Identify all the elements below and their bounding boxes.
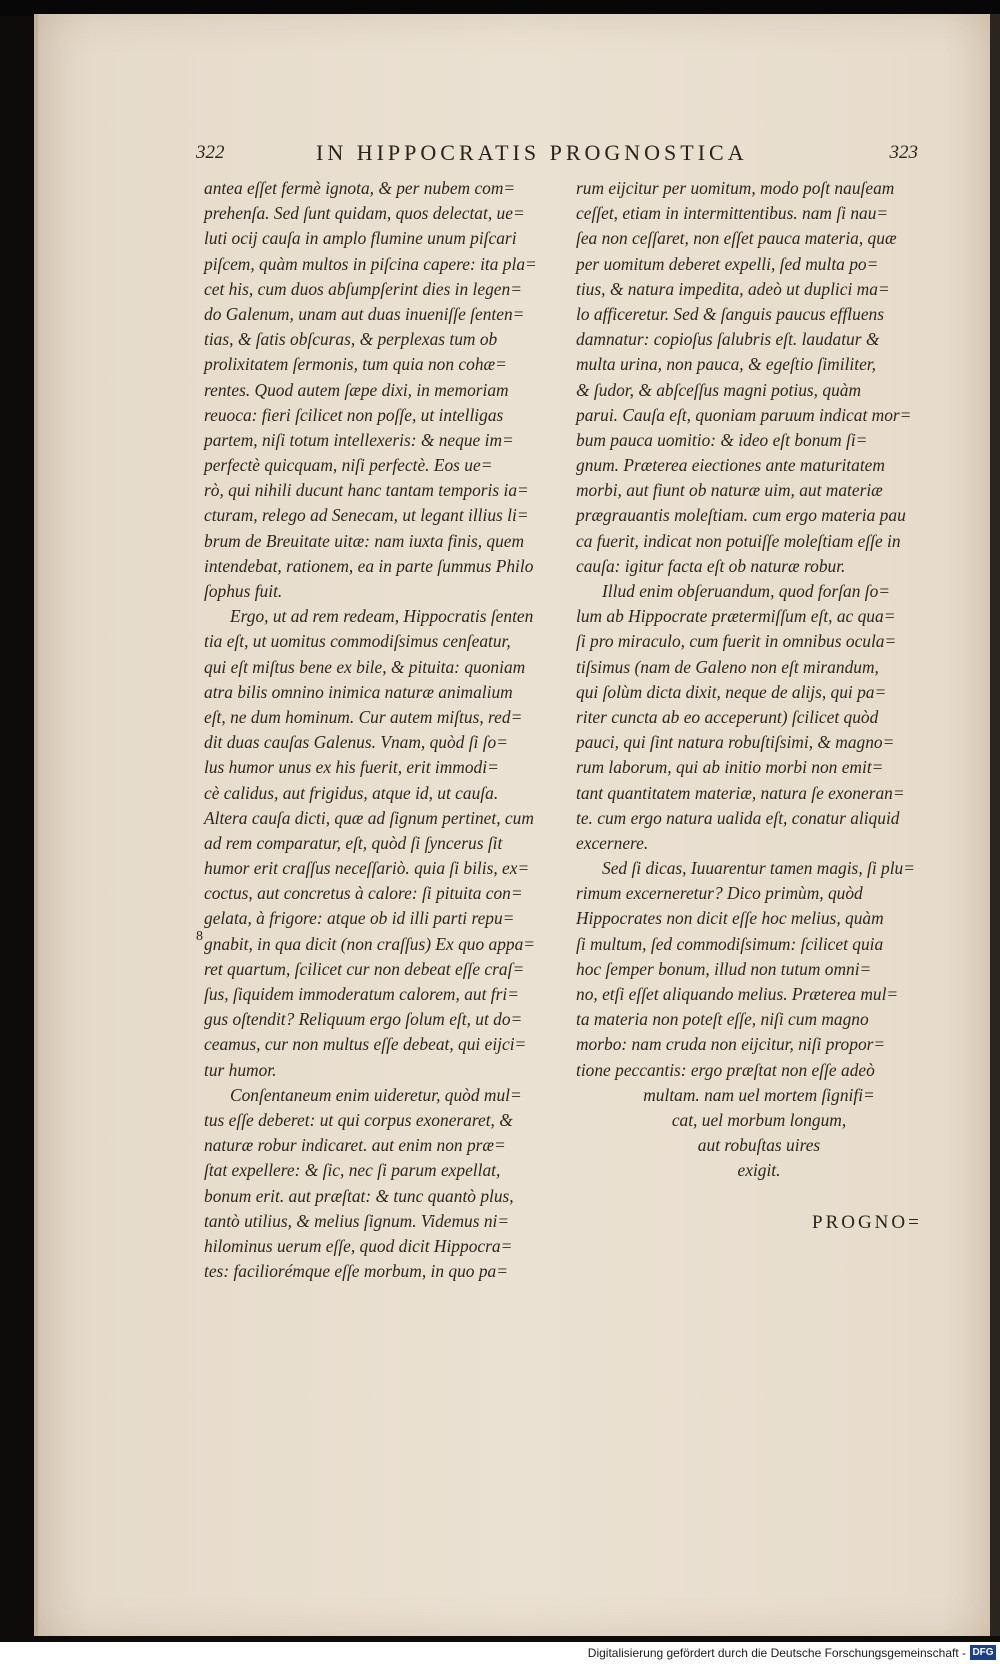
text-line: Altera cauſa dicti, quæ ad ſignum pertinet, cum [204,807,534,828]
text-line: ſus, ſiquidem immoderatum calorem, aut fri= [204,984,519,1004]
text-line: rum laborum, qui ab initio morbi non emit= [576,757,884,778]
text-line: gelata, à frigore: atque ob id illi parti repu= [204,908,515,929]
text-line: tus eſſe deberet: ut qui corpus exoneraret, & [204,1109,513,1130]
margin-note: 8 [196,929,203,944]
text-line: intendebat, rationem, ea in parte ſummus Philo [204,555,534,576]
text-line: lo afficeretur. Sed & ſanguis paucus effluens [576,303,885,324]
catchword: PROGNO= [812,1212,922,1233]
text-line: partem, niſi totum intellexeris: & neque im= [204,429,514,450]
text-line: luti ocij cauſa in amplo flumine unum piſcari [204,228,517,249]
text-line: ad rem comparatur, eſt, quòd ſi ſyncerus ſit [204,832,503,853]
footer-credit-text: Digitalisierung gefördert durch die Deutsche Forschungsgemeinschaft - [587,1646,966,1660]
page-right-border [990,14,1000,1636]
footer-bar [0,1642,1000,1664]
text-line: rimum excerneretur? Dico primùm, quòd [576,883,863,904]
folio-number-left: 322 [196,142,225,163]
text-line: excernere. [576,832,649,853]
text-line: morbo: nam cruda non eijcitur, niſi propor= [576,1034,886,1055]
text-line: tes: faciliorémque eſſe morbum, in quo pa= [204,1261,508,1282]
text-line: do Galenum, unam aut duas inueniſſe ſenten= [204,303,525,324]
text-line: cturam, relego ad Senecam, ut legant illius li= [204,505,529,526]
text-line: tiſsimus (nam de Galeno non eſt mirandum, [576,656,879,677]
text-line: cauſa: igitur facta eſt ob naturæ robur. [576,555,846,576]
text-line: lum ab Hippocrate prætermiſſum eſt, ac qua= [576,606,896,627]
text-line: morbi, aut fiunt ob naturæ uim, aut materiæ [576,480,883,501]
text-line: coctus, aut concretus à calore: ſi pituita con= [204,883,523,904]
page-header [196,140,918,170]
text-line: riter cuncta ab eo acceperunt) ſcilicet quòd [576,706,879,727]
text-line: qui ſolùm dicta dixit, neque de alijs, qui pa= [576,681,887,702]
text-column-right [576,176,942,1184]
text-line: hoc ſemper bonum, illud non tutum omni= [576,958,872,979]
text-line: Conſentaneum enim uideretur, quòd mul= [230,1084,522,1105]
text-line: hilominus uerum eſſe, quod dicit Hippocra= [204,1235,513,1256]
text-line: eſt, ne dum hominum. Cur autem miſtus, red= [204,706,523,727]
text-line: atra bilis omnino inimica naturæ animalium [204,681,513,702]
text-line: tione peccantis: ergo præſtat non eſſe adeò [576,1059,875,1080]
text-line: ret quartum, ſcilicet cur non debeat eſſe craſ= [204,958,525,979]
text-line: ſea non ceſſaret, non eſſet pauca materia, quæ [576,228,897,249]
text-line: per uomitum deberet expelli, ſed multa po= [576,253,879,274]
text-line: gnabit, in qua dicit (non craſſus) Ex quo appa= [204,933,536,954]
text-line: Sed ſi dicas, Iuuarentur tamen magis, ſi plu= [602,858,915,879]
text-line: cat, uel morbum longum, [671,1109,847,1130]
text-line: rentes. Quod autem ſæpe dixi, in memoriam [204,379,509,400]
text-line: dit duas cauſas Galenus. Vnam, quòd ſi ſo= [204,732,508,753]
text-line: ſi multum, ſed commodiſsimum: ſcilicet quia [576,933,884,954]
text-line: tius, & natura impedita, adeò ut duplici ma= [576,278,890,299]
text-line: Hippocrates non dicit eſſe hoc melius, quàm [576,908,884,929]
text-line: gnum. Præterea eiectiones ante maturitatem [576,455,885,476]
dfg-logo-icon[interactable]: DFG [970,1645,996,1660]
text-line: damnatur: copioſus ſalubris eſt. laudatur & [576,329,880,350]
text-line: ceſſet, etiam in intermittentibus. nam ſi nau= [576,203,889,224]
text-line: Ergo, ut ad rem redeam, Hippocratis ſenten [230,606,534,627]
text-line: aut robuſtas uires [697,1135,821,1156]
text-line: ſtat expellere: & ſic, nec ſi parum expellat, [204,1160,501,1181]
running-title: IN HIPPOCRATIS PROGNOSTICA [316,140,748,165]
text-line: exigit. [737,1160,781,1181]
folio-number-right: 323 [889,142,918,163]
text-line: gus oſtendit? Reliquum ergo ſolum eſt, ut do= [204,1009,523,1030]
text-line: ceamus, cur non multus eſſe debeat, qui eijci= [204,1034,527,1055]
text-line: pauci, qui ſint natura robuſtiſsimi, & magno= [576,732,895,753]
text-line: parui. Cauſa eſt, quoniam paruum indicat mor= [576,404,912,425]
text-line: piſcem, quàm multos in piſcina capere: ita pla= [204,253,537,274]
text-line: humor erit craſſus neceſſariò. quia ſi bilis, ex= [204,858,530,879]
text-line: multam. nam uel mortem ſignifi= [643,1084,875,1105]
text-line: cet his, cum duos abſumpſerint dies in legen= [204,278,522,299]
text-line: tur humor. [204,1059,277,1080]
text-line: bum pauca uomitio: & ideo eſt bonum ſi= [576,429,868,450]
text-line: ſi pro miraculo, cum fuerit in omnibus ocula= [576,631,897,652]
text-line: rò, qui nihili ducunt hanc tantam temporis ia= [204,480,529,501]
text-line: cè calidus, aut frigidus, atque id, ut cauſa. [204,782,499,803]
text-line: rum eijcitur per uomitum, modo poſt nauſeam [576,178,895,198]
text-line: tias, & ſatis obſcuras, & perplexas tum ob [204,329,498,350]
text-line: prægrauantis moleſtiam. cum ergo materia pau [576,505,906,526]
text-line: ca fuerit, indicat non potuiſſe moleſtiam eſſe in [576,530,901,551]
text-line: no, etſi eſſet aliquando melius. Præterea mul= [576,984,899,1004]
text-line: ta materia non poteſt eſſe, niſi cum magno [576,1009,869,1030]
page-edge [34,14,38,1636]
text-line: reuoca: fieri ſcilicet non poſſe, ut intelligas [204,404,504,425]
text-line: lus humor unus ex his fuerit, erit immodi= [204,757,499,778]
text-line: antea eſſet fermè ignota, & per nubem com= [204,178,516,198]
text-column-left [204,176,570,1284]
text-line: bonum erit. aut præſtat: & tunc quantò plus, [204,1185,514,1206]
text-line: ſophus fuit. [204,581,283,601]
text-line: tant quantitatem materiæ, natura ſe exoneran= [576,782,905,803]
text-line: qui eſt miſtus bene ex bile, & pituita: quoniam [204,656,526,677]
text-line: Illud enim obſeruandum, quod forſan ſo= [602,581,891,601]
text-line: brum de Breuitate uitæ: nam iuxta finis, quem [204,530,525,551]
text-line: prolixitatem ſermonis, tum quia non cohæ= [204,354,507,375]
text-line: perfectè quicquam, niſi perfectè. Eos ue= [204,455,493,476]
text-line: & ſudor, & abſceſſus magni potius, quàm [576,379,862,400]
text-line: te. cum ergo natura ualida eſt, conatur aliquid [576,807,900,828]
text-line: prehenſa. Sed ſunt quidam, quos delectat, ue= [204,203,525,224]
text-line: tia eſt, ut uomitus commodiſsimus cenſeatur, [204,631,511,652]
text-line: tantò utilius, & melius ſignum. Videmus ni= [204,1210,510,1231]
text-line: multa urina, non pauca, & egeſtio ſimiliter, [576,354,876,375]
text-line: naturæ robur indicaret. aut enim non præ= [204,1135,506,1156]
